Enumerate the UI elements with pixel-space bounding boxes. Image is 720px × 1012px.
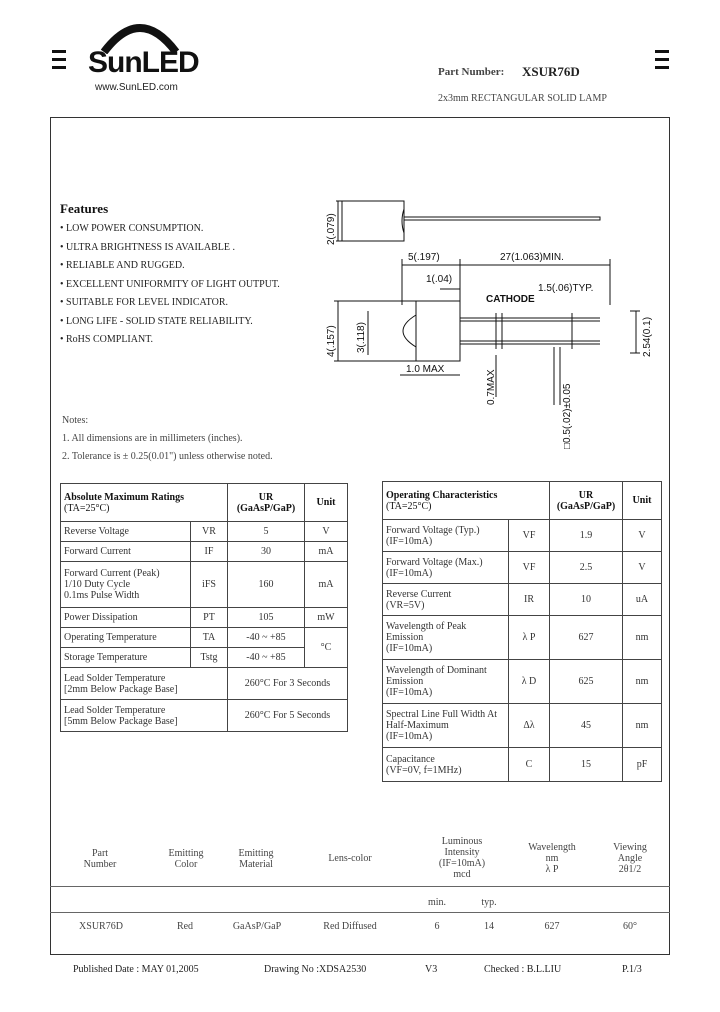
- feature-item: • LONG LIFE - SOLID STATE RELIABILITY.: [60, 315, 253, 327]
- dim-total-height: 4(.157): [326, 325, 337, 357]
- feature-item: • EXCELLENT UNIFORMITY OF LIGHT OUTPUT.: [60, 278, 280, 290]
- dim-lead-square: □0.5(.02)±0.05: [562, 383, 573, 449]
- abs-ur-header: UR (GaAsP/GaP): [228, 484, 305, 522]
- product-subtitle: 2x3mm RECTANGULAR SOLID LAMP: [438, 93, 607, 104]
- checked-by: Checked : B.L.LIU: [484, 964, 562, 975]
- operating-characteristics-table: [382, 481, 662, 782]
- sel-lens-value: Red Diffused: [323, 921, 377, 932]
- website-link[interactable]: www.SunLED.com: [95, 82, 178, 93]
- package-outline-drawing: [300, 185, 670, 455]
- dim-flange: 1(.04): [426, 274, 453, 285]
- dim-body-length: 5(.197): [408, 252, 440, 263]
- table-row: Forward Current (Peak) 1/10 Duty Cycle 0.1ms Pulse Width iFS 160 mA: [61, 562, 348, 608]
- sel-header-part: Part Number: [83, 848, 117, 870]
- notes-title: Notes:: [62, 415, 89, 426]
- table-row: Wavelength of Dominant Emission (IF=10mA) λ D 625 nm: [383, 660, 662, 704]
- sel-min-value: 6: [434, 921, 440, 932]
- sel-header-luminous: Luminous Intensity (IF=10mA) mcd: [438, 836, 486, 880]
- sel-header-viewing: Viewing Angle 2θ1/2: [613, 842, 647, 875]
- op-title-cell: Operating Characteristics (TA=25°C): [383, 482, 550, 520]
- table-row: Power Dissipation PT 105 mW: [61, 608, 348, 628]
- op-unit-header: Unit: [623, 482, 662, 520]
- sel-header-color: Emitting Color: [168, 848, 204, 870]
- sel-header-lens: Lens-color: [328, 853, 372, 864]
- page-number: P.1/3: [622, 964, 642, 975]
- table-row: Reverse Current (VR=5V) IR 10 uA: [383, 584, 662, 616]
- table-row: Wavelength of Peak Emission (IF=10mA) λ P 627 nm: [383, 616, 662, 660]
- sel-wl-value: 627: [544, 921, 560, 932]
- table-row: Storage Temperature Tstg -40 ~ +85: [61, 648, 348, 668]
- table-row: Operating Temperature TA -40 ~ +85 °C: [61, 628, 348, 648]
- table-row: Forward Current IF 30 mA: [61, 542, 348, 562]
- table-row: Capacitance (VF=0V, f=1MHz) C 15 pF: [383, 748, 662, 782]
- feature-item: • ULTRA BRIGHTNESS IS AVAILABLE .: [60, 241, 236, 253]
- published-date: Published Date : MAY 01,2005: [73, 964, 199, 975]
- table-row: Forward Voltage (Typ.) (IF=10mA) VF 1.9 V: [383, 520, 662, 552]
- brand-logo: SunLED: [88, 46, 199, 79]
- sel-min-label: min.: [427, 897, 447, 908]
- top-view: [336, 201, 600, 241]
- feature-item: • RELIABLE AND RUGGED.: [60, 260, 185, 271]
- selection-divider: [50, 912, 670, 913]
- drawing-number: Drawing No :XDSA2530: [264, 964, 367, 975]
- cathode-label: CATHODE: [486, 294, 535, 305]
- left-menu-bars-icon: [52, 50, 66, 74]
- feature-item: • SUITABLE FOR LEVEL INDICATOR.: [60, 297, 228, 308]
- dim-lead-length: 27(1.063)MIN.: [500, 252, 564, 263]
- sel-part-value: XSUR76D: [79, 921, 123, 932]
- part-number-label: Part Number:: [438, 66, 505, 78]
- note-line: 1. All dimensions are in millimeters (inches).: [62, 433, 243, 444]
- absolute-max-ratings-table: [60, 483, 348, 732]
- features-list: [60, 220, 280, 350]
- right-menu-bars-icon: [655, 50, 669, 74]
- abs-title-cell: Absolute Maximum Ratings (TA=25°C): [61, 484, 228, 522]
- table-row: Spectral Line Full Width At Half-Maximum (IF=10mA) Δλ 45 nm: [383, 704, 662, 748]
- sel-header-wavelength: Wavelength nm λ P: [528, 842, 576, 875]
- abs-unit-header: Unit: [305, 484, 348, 522]
- dim-lead-offset: 1.5(.06)TYP.: [538, 283, 594, 294]
- dim-lead-max: 0.7MAX: [486, 369, 497, 405]
- sel-material-value: GaAsP/GaP: [232, 921, 282, 932]
- sel-va-value: 60°: [623, 921, 637, 932]
- dim-flange-max: 1.0 MAX: [406, 364, 445, 375]
- part-number: XSUR76D: [522, 64, 580, 79]
- table-row: Forward Voltage (Max.) (IF=10mA) VF 2.5 V: [383, 552, 662, 584]
- version: V3: [425, 964, 438, 975]
- dim-pitch: 2.54(0.1): [642, 316, 653, 357]
- op-ur-header: UR (GaAsP/GaP): [550, 482, 623, 520]
- dim-lens-height: 3(.118): [356, 322, 367, 353]
- feature-item: • RoHS COMPLIANT.: [60, 334, 154, 345]
- table-row: Reverse Voltage VR 5 V: [61, 522, 348, 542]
- selection-divider: [50, 886, 670, 887]
- table-row: Lead Solder Temperature [5mm Below Package Base] 260°C For 5 Seconds: [61, 700, 348, 732]
- sel-header-material: Emitting Material: [238, 848, 274, 870]
- sel-typ-label: typ.: [481, 897, 497, 908]
- sel-typ-value: 14: [484, 921, 494, 932]
- sel-color-value: Red: [176, 921, 194, 932]
- note-line: 2. Tolerance is ± 0.25(0.01") unless otherwise noted.: [62, 451, 273, 462]
- features-title: Features: [60, 201, 109, 216]
- table-row: Lead Solder Temperature [2mm Below Package Base] 260°C For 3 Seconds: [61, 668, 348, 700]
- dim-height-label: 2(.079): [326, 213, 337, 245]
- feature-item: • LOW POWER CONSUMPTION.: [60, 223, 204, 234]
